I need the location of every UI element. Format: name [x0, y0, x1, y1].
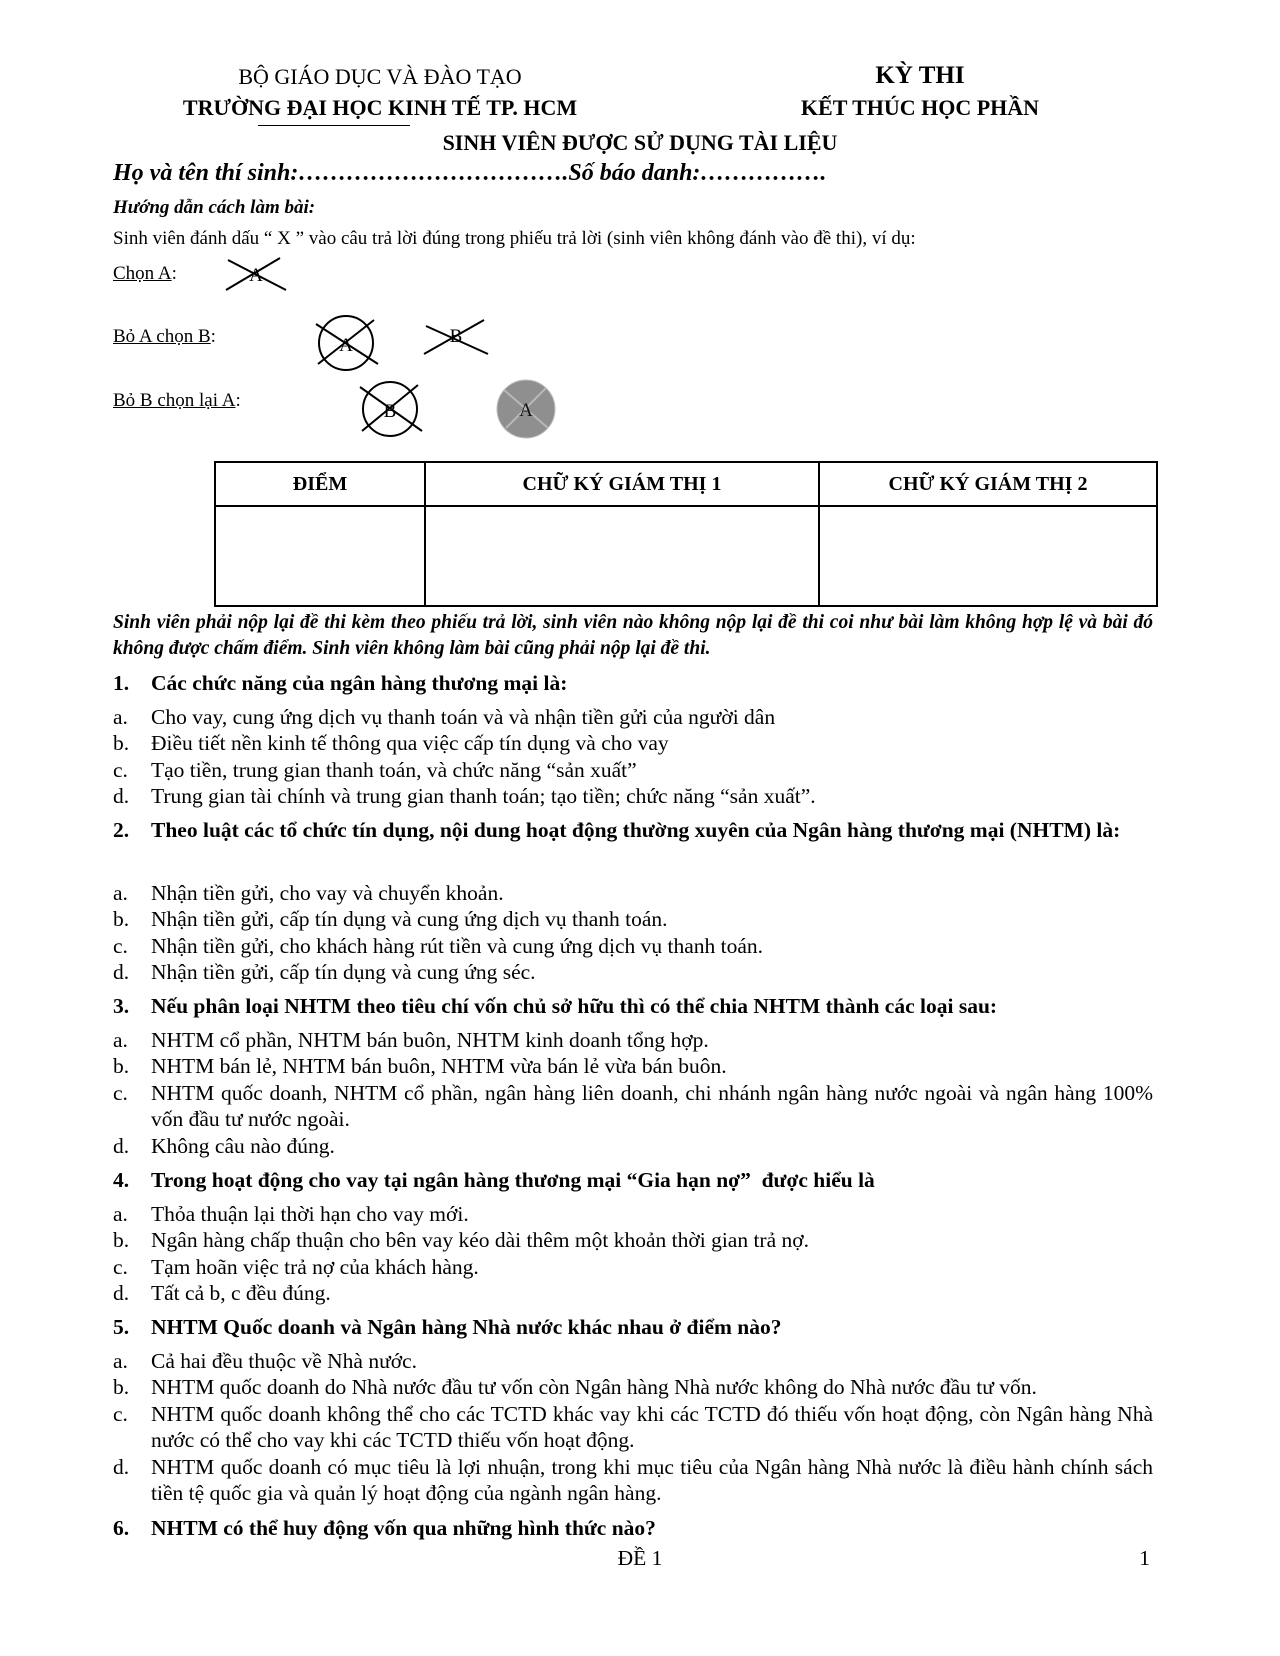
option: d. Nhận tiền gửi, cấp tín dụng và cung ứng séc.	[113, 960, 536, 984]
option: a. Nhận tiền gửi, cho vay và chuyển khoản.	[113, 881, 504, 905]
question-text: NHTM có thể huy động vốn qua những hình thức nào?	[151, 1516, 656, 1540]
proctor1-header: CHỮ KÝ GIÁM THỊ 1	[425, 462, 819, 506]
question-number: 1.	[113, 671, 130, 695]
option: b. NHTM quốc doanh do Nhà nước đầu tư vốn còn Ngân hàng Nhà nước không do Nhà nước đầu tư vốn.	[113, 1375, 1037, 1399]
id-label: Số báo danh:	[568, 160, 701, 186]
mark-circled-x-a	[312, 314, 382, 372]
question-number: 6.	[113, 1516, 130, 1540]
proctor1-signature-cell	[425, 506, 819, 606]
question-text: Nếu phân loại NHTM theo tiêu chí vốn chủ sở hữu thì có thể chia NHTM thành các loại sau:	[151, 994, 998, 1018]
id-dots: …………….	[700, 160, 827, 186]
option: a. Thỏa thuận lại thời hạn cho vay mới.	[113, 1202, 469, 1226]
candidate-line	[113, 160, 826, 187]
proctor2-header: CHỮ KÝ GIÁM THỊ 2	[819, 462, 1157, 506]
question-6	[113, 1515, 1153, 1541]
option: a. Cho vay, cung ứng dịch vụ thanh toán và và nhận tiền gửi của người dân	[113, 705, 776, 729]
example-label: Chọn A	[113, 263, 172, 284]
instructions-text: Sinh viên đánh dấu “ X ” vào câu trả lời đúng trong phiếu trả lời (sinh viên không đánh vào đề thi), ví dụ:	[113, 228, 916, 249]
exam-code: ĐỀ 1	[617, 1546, 663, 1570]
question-2	[113, 817, 1153, 843]
question-5	[113, 1314, 1153, 1340]
mark-letter: B	[383, 401, 397, 422]
materials-note: SINH VIÊN ĐƯỢC SỬ DỤNG TÀI LIỆU	[442, 130, 838, 155]
question-4	[113, 1167, 1153, 1193]
university-name: TRƯỜNG ĐẠI HỌC KINH TẾ TP. HCM	[182, 95, 578, 120]
example-label: Bỏ B chọn lại A	[113, 390, 236, 411]
question-text: Trong hoạt động cho vay tại ngân hàng thương mại “Gia hạn nợ” được hiểu là	[151, 1168, 875, 1192]
example-change-b-back-to-a: Bỏ B chọn lại A:	[113, 390, 241, 411]
mark-letter: A	[519, 400, 533, 421]
mark-circled-x-b	[356, 379, 426, 439]
question-1	[113, 670, 1153, 696]
question-3	[113, 993, 1153, 1019]
ministry-name: BỘ GIÁO DỤC VÀ ĐÀO TẠO	[238, 64, 522, 89]
mark-letter: B	[449, 326, 463, 347]
example-choose-a: Chọn A:	[113, 263, 177, 284]
option: d. Trung gian tài chính và trung gian thanh toán; tạo tiền; chức năng “sản xuất”.	[113, 784, 816, 808]
name-dots: …………………………….	[298, 160, 569, 186]
question-number: 5.	[113, 1315, 130, 1339]
mark-filled-a	[494, 378, 558, 440]
exam-title: KỲ THI	[875, 62, 965, 89]
name-label: Họ và tên thí sinh:	[113, 160, 299, 186]
page-number: 1	[1139, 1546, 1150, 1570]
exam-type: KẾT THÚC HỌC PHẦN	[800, 95, 1040, 120]
submission-warning: Sinh viên phải nộp lại đề thi kèm theo phiếu trả lời, sinh viên nào không nộp lại đề thi coi như bài làm không hợp lệ và bài đó không được chấm điểm. Sinh viên không làm bài cũng phải nộp lại đề thi.	[113, 612, 1153, 659]
question-number: 3.	[113, 994, 130, 1018]
option: d. NHTM quốc doanh có mục tiêu là lợi nhuận, trong khi mục tiêu của Ngân hàng Nhà nước là điều hành chính sách tiền tệ quốc gia và quản lý hoạt động của ngành ngân hàng.	[113, 1455, 1153, 1505]
option: c. Tạm hoãn việc trả nợ của khách hàng.	[113, 1255, 479, 1279]
question-number: 4.	[113, 1168, 130, 1192]
grade-header: ĐIỂM	[215, 462, 425, 506]
option: c. Tạo tiền, trung gian thanh toán, và chức năng “sản xuất”	[113, 758, 637, 782]
grade-cell	[215, 506, 425, 606]
grade-table	[214, 461, 1158, 607]
mark-x-b	[420, 318, 492, 358]
option: a. NHTM cổ phần, NHTM bán buôn, NHTM kinh doanh tổng hợp.	[113, 1028, 709, 1052]
option: b. Nhận tiền gửi, cấp tín dụng và cung ứng dịch vụ thanh toán.	[113, 907, 668, 931]
mark-x-a	[220, 256, 292, 294]
option: b. Điều tiết nền kinh tế thông qua việc cấp tín dụng và cho vay	[113, 731, 669, 755]
option: d. Không câu nào đúng.	[113, 1134, 335, 1158]
option: b. Ngân hàng chấp thuận cho bên vay kéo dài thêm một khoản thời gian trả nợ.	[113, 1228, 810, 1252]
option: c. Nhận tiền gửi, cho khách hàng rút tiền và cung ứng dịch vụ thanh toán.	[113, 934, 764, 958]
option: b. NHTM bán lẻ, NHTM bán buôn, NHTM vừa bán lẻ vừa bán buôn.	[113, 1054, 727, 1078]
question-number: 2.	[113, 818, 130, 842]
header-underline	[258, 125, 410, 126]
mark-letter: A	[339, 335, 353, 356]
instructions-title: Hướng dẫn cách làm bài:	[113, 197, 316, 218]
question-text: NHTM Quốc doanh và Ngân hàng Nhà nước khác nhau ở điểm nào?	[151, 1315, 782, 1339]
option: a. Cả hai đều thuộc về Nhà nước.	[113, 1349, 418, 1373]
mark-letter: A	[249, 265, 263, 286]
proctor2-signature-cell	[819, 506, 1157, 606]
example-change-a-to-b: Bỏ A chọn B:	[113, 326, 216, 347]
example-label: Bỏ A chọn B	[113, 326, 211, 347]
option: c. NHTM quốc doanh không thể cho các TCTD khác vay khi các TCTD đó thiếu vốn hoạt động, còn Ngân hàng Nhà nước có thể cho vay khi các TCTD thiếu vốn hoạt động.	[113, 1402, 1153, 1452]
question-text: Theo luật các tổ chức tín dụng, nội dung hoạt động thường xuyên của Ngân hàng thương mại (NHTM) là:	[151, 818, 1121, 842]
question-text: Các chức năng của ngân hàng thương mại là:	[151, 671, 568, 695]
option: c. NHTM quốc doanh, NHTM cổ phần, ngân hàng liên doanh, chi nhánh ngân hàng nước ngoài và ngân hàng 100% vốn đầu tư nước ngoài.	[113, 1081, 1153, 1131]
option: d. Tất cả b, c đều đúng.	[113, 1281, 331, 1305]
